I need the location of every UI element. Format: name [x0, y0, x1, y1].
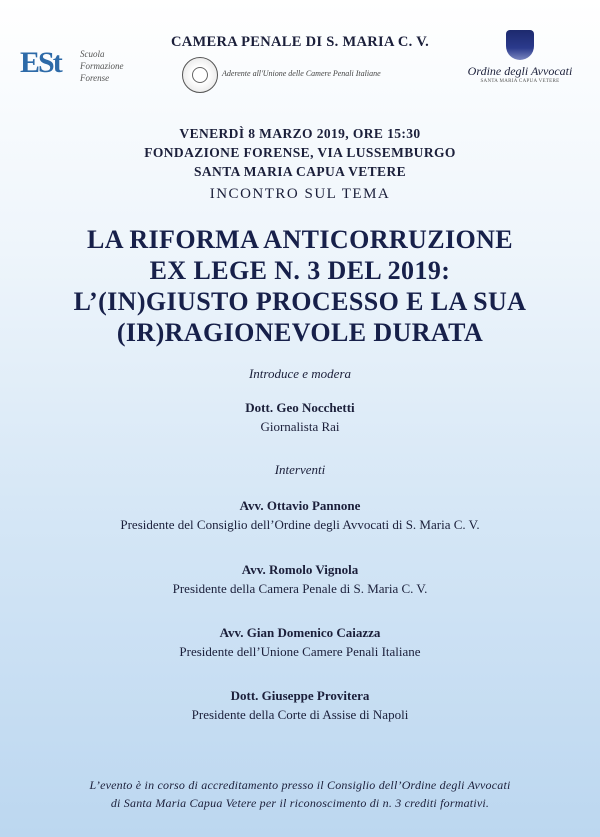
title-line-2: EX LEGE N. 3 DEL 2019: — [149, 256, 451, 285]
main-title — [0, 224, 600, 348]
camera-penale-seal-icon — [182, 57, 218, 93]
crest-icon — [506, 30, 534, 60]
event-info — [0, 124, 600, 181]
speaker-3 — [0, 623, 600, 661]
speaker-role: Presidente dell’Unione Camere Penali Italiane — [179, 644, 421, 659]
speakers-label: Interventi — [274, 462, 326, 477]
speaker-2 — [0, 560, 600, 598]
moderator-name: Dott. Geo Nocchetti — [245, 400, 355, 415]
logo-line-1: Scuola — [80, 49, 105, 59]
title-line-4: (IR)RAGIONEVOLE DURATA — [116, 318, 484, 347]
event-venue: FONDAZIONE FORENSE, VIA LUSSEMBURGO — [144, 145, 456, 160]
ordine-subtitle: SANTA MARIA CAPUA VETERE — [480, 79, 560, 84]
speaker-role: Presidente della Camera Penale di S. Maria C. V. — [172, 581, 428, 596]
scuola-formazione-forense-logo — [20, 44, 140, 90]
speaker-name: Dott. Giuseppe Provitera — [230, 688, 370, 703]
organization-title: CAMERA PENALE DI S. MARIA C. V. — [170, 34, 430, 50]
speakers-label-block — [0, 462, 600, 478]
moderator-label: Introduce e modera — [248, 366, 352, 381]
title-line-1: LA RIFORMA ANTICORRUZIONE — [86, 225, 514, 254]
moderator-role: Giornalista Rai — [260, 419, 340, 434]
moderator-label-block — [0, 366, 600, 382]
logo-text — [80, 48, 124, 84]
logo-mark: ESt — [20, 46, 61, 79]
speaker-role: Presidente del Consiglio dell’Ordine degli Avvocati di S. Maria C. V. — [120, 517, 480, 532]
speaker-name: Avv. Romolo Vignola — [241, 562, 359, 577]
speaker-name: Avv. Gian Domenico Caiazza — [219, 625, 381, 640]
seal-row — [150, 57, 450, 97]
moderator-block — [0, 398, 600, 436]
logo-line-3: Forense — [80, 73, 110, 83]
footer-line-2: di Santa Maria Capua Vetere per il riconoscimento di n. 3 crediti formativi. — [110, 796, 490, 810]
ordine-name: Ordine degli Avvocati — [467, 64, 573, 78]
ordine-avvocati-logo — [455, 30, 585, 92]
accreditation-note — [0, 776, 600, 812]
event-city: SANTA MARIA CAPUA VETERE — [193, 164, 406, 179]
event-date: VENERDÌ 8 MARZO 2019, ORE 15:30 — [179, 126, 421, 141]
topic-intro: INCONTRO SUL TEMA — [209, 186, 391, 202]
title-line-3: L’(IN)GIUSTO PROCESSO E LA SUA — [73, 287, 527, 316]
seal-caption: Aderente all'Unione delle Camere Penali Italiane — [222, 69, 381, 78]
speaker-name: Avv. Ottavio Pannone — [239, 498, 361, 513]
footer-line-1: L’evento è in corso di accreditamento presso il Consiglio dell’Ordine degli Avvocati — [89, 778, 511, 792]
speaker-4 — [0, 686, 600, 724]
speaker-1 — [0, 496, 600, 534]
logo-line-2: Formazione — [80, 61, 124, 71]
speaker-role: Presidente della Corte di Assise di Napoli — [191, 707, 409, 722]
header-center — [150, 34, 450, 97]
